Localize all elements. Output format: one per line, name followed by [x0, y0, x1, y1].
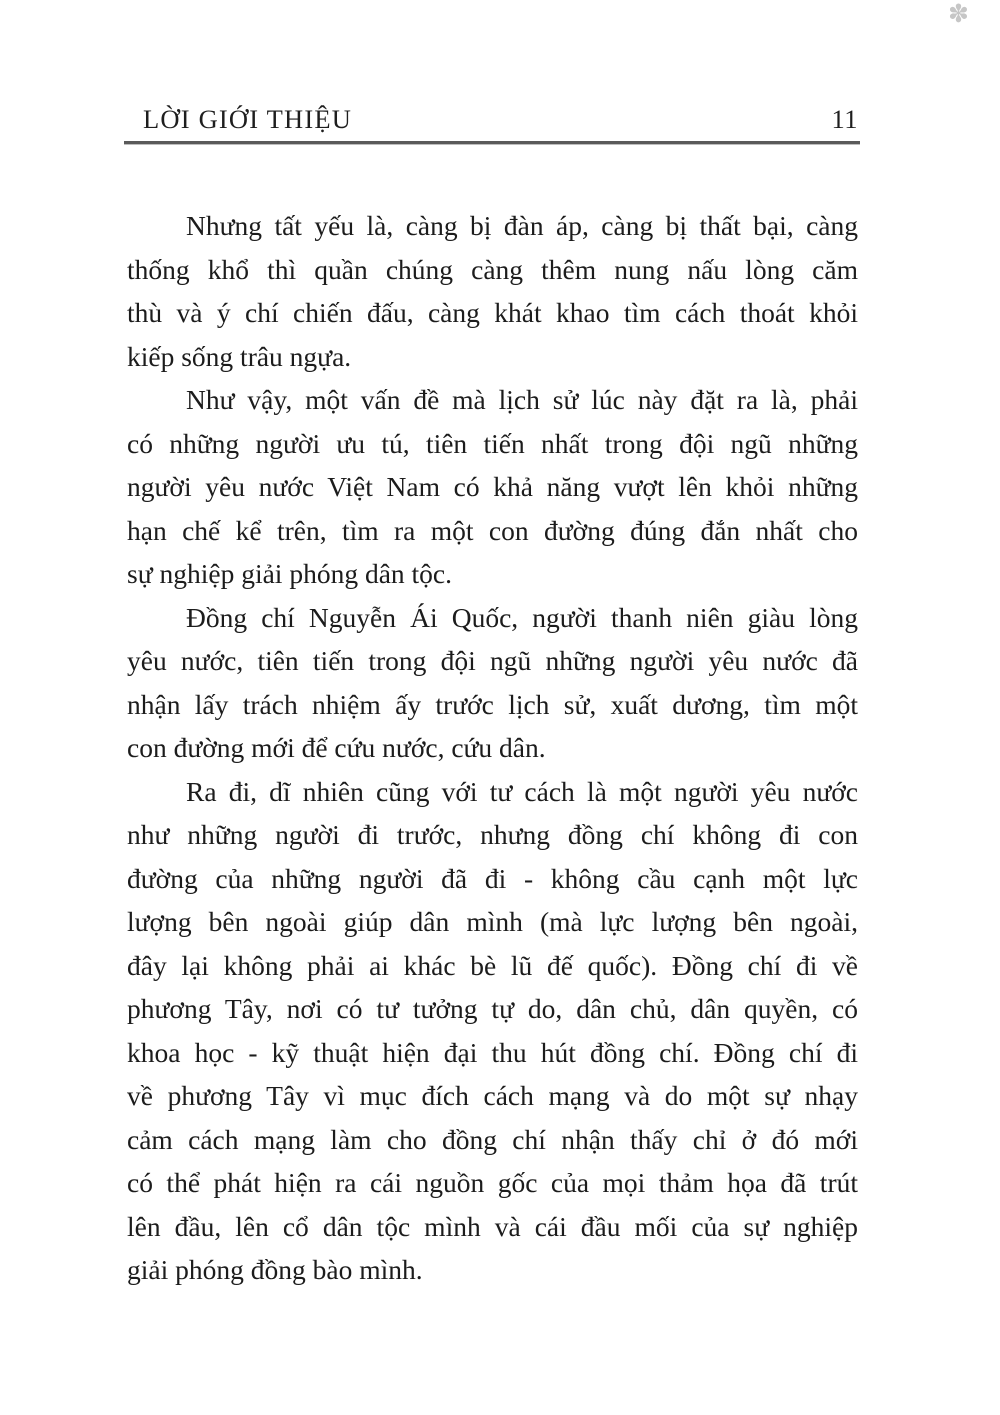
text-line: thù và ý chí chiến đấu, càng khát khao tìm cách thoát khỏi — [127, 297, 858, 328]
text-line: đây lại không phải ai khác bè lũ đế quốc). Đồng chí đi về — [127, 949, 858, 981]
paragraph — [127, 204, 858, 378]
text-line: Nhưng tất yếu là, càng bị đàn áp, càng bị thất bại, càng — [186, 210, 858, 241]
text-line: phương Tây, nơi có tư tưởng tự do, dân chủ, dân quyền, có — [127, 993, 858, 1024]
text-line: khoa học - kỹ thuật hiện đại thu hút đồng chí. Đồng chí đi — [127, 1036, 858, 1068]
text-line: giải phóng đồng bào mình. — [127, 1254, 423, 1285]
text-line: có thể phát hiện ra cái nguồn gốc của mọi thảm họa đã trút — [127, 1167, 858, 1198]
paragraph — [127, 770, 858, 1292]
paragraph — [127, 378, 858, 596]
text-line: nhận lấy trách nhiệm ấy trước lịch sử, xuất dương, tìm một — [127, 688, 858, 720]
text-line: Như vậy, một vấn đề mà lịch sử lúc này đặt ra là, phải — [186, 384, 858, 415]
text-line: có những người ưu tú, tiên tiến nhất trong đội ngũ những — [127, 427, 858, 459]
text-line: như những người đi trước, nhưng đồng chí không đi con — [127, 819, 858, 850]
text-line: hạn chế kể trên, tìm ra một con đường đúng đắn nhất cho — [127, 514, 858, 546]
text-line: về phương Tây vì mục đích cách mạng và do một sự nhạy — [127, 1080, 858, 1111]
flower-icon: ✽ — [948, 1, 969, 28]
text-line: lên đầu, lên cổ dân tộc mình và cái đầu mối của sự nghiệp — [127, 1210, 858, 1242]
book-page — [127, 0, 858, 1415]
text-line: cảm cách mạng làm cho đồng chí nhận thấy chỉ ở đó mới — [127, 1123, 858, 1155]
text-line: đường của những người đã đi - không cầu cạnh một lực — [127, 862, 858, 894]
header-rule — [124, 141, 860, 145]
page-header — [127, 103, 858, 135]
page-number: 11 — [831, 104, 858, 134]
text-line: thống khổ thì quần chúng càng thêm nung nấu lòng căm — [127, 253, 858, 285]
text-line: Đồng chí Nguyễn Ái Quốc, người thanh niên giàu lòng — [186, 601, 858, 633]
text-line: người yêu nước Việt Nam có khả năng vượt lên khỏi những — [127, 471, 858, 502]
running-head-title: LỜI GIỚI THIỆU — [143, 104, 353, 134]
paragraph — [127, 596, 858, 770]
text-line: lượng bên ngoài giúp dân mình (mà lực lượng bên ngoài, — [127, 906, 858, 937]
text-line: Ra đi, dĩ nhiên cũng với tư cách là một người yêu nước — [186, 775, 858, 807]
text-line: con đường mới để cứu nước, cứu dân. — [127, 732, 546, 763]
text-line: kiếp sống trâu ngựa. — [127, 340, 352, 372]
body-text — [127, 204, 858, 1292]
text-line: sự nghiệp giải phóng dân tộc. — [127, 558, 452, 589]
text-line: yêu nước, tiên tiến trong đội ngũ những người yêu nước đã — [127, 645, 858, 676]
